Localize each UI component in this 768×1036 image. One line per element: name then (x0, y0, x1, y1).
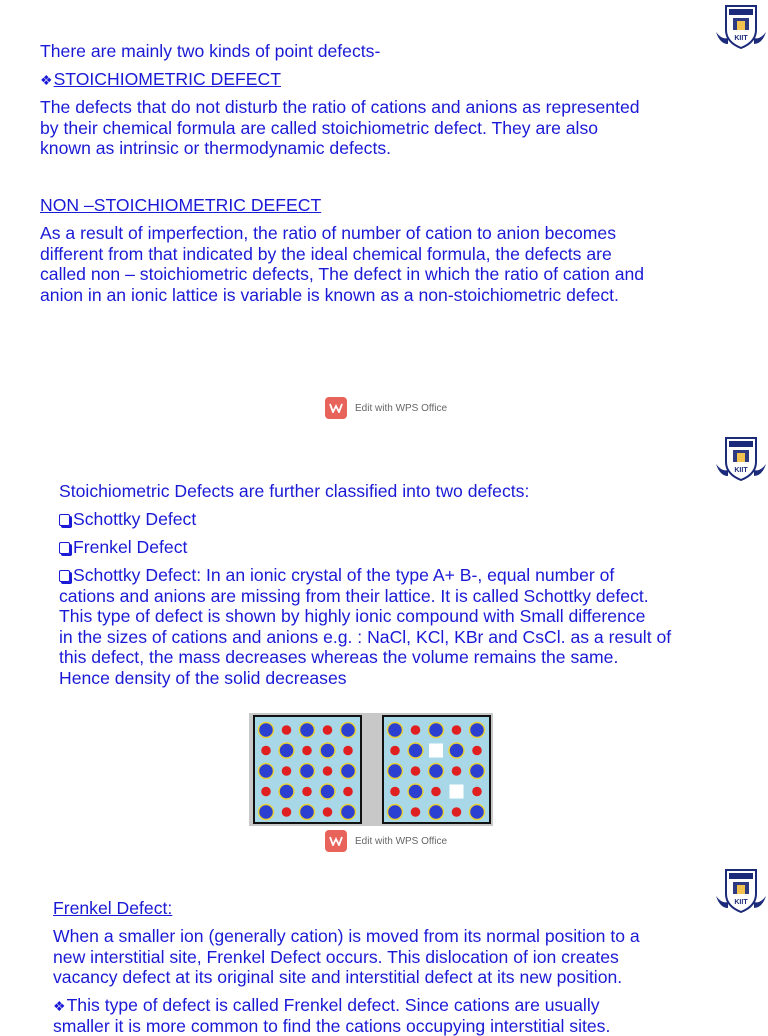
anion (259, 723, 274, 738)
frenkel-paragraph-line: When a smaller ion (generally cation) is moved from its normal position to a (53, 926, 640, 947)
anion (470, 723, 485, 738)
box-bullet-icon (59, 570, 70, 582)
wps-logo-icon (325, 397, 347, 419)
list-item-schottky (59, 509, 196, 530)
cation (452, 725, 462, 735)
frenkel-heading: Frenkel Defect: (53, 898, 172, 919)
cation (452, 766, 462, 776)
cation (302, 787, 312, 797)
vacancy-site (450, 785, 464, 799)
svg-text:KIIT: KIIT (734, 899, 748, 906)
cation (282, 725, 292, 735)
anion (470, 805, 485, 820)
cation (411, 725, 421, 735)
slide-2 (0, 430, 768, 858)
stoichiometric-heading (40, 69, 281, 91)
stoichiometric-line: The defects that do not disturb the ratio of cations and anions as represented (40, 97, 640, 118)
slide-3 (0, 858, 768, 1024)
anion (279, 784, 294, 799)
stoichiometric-heading-label: STOICHIOMETRIC DEFECT (54, 69, 281, 89)
cation (282, 807, 292, 817)
cation (323, 725, 333, 735)
frenkel-bullet-line: smaller it is more common to find the cations occupying interstitial sites. (53, 1016, 610, 1036)
anion (300, 723, 315, 738)
anion (429, 723, 444, 738)
box-bullet-icon (59, 542, 70, 554)
svg-text:KIIT: KIIT (734, 467, 748, 474)
anion (341, 805, 356, 820)
non-stoichiometric-line: called non – stoichiometric defects, The defect in which the ratio of cation and (40, 264, 644, 285)
cation (261, 787, 271, 797)
intro-text: There are mainly two kinds of point defects- (40, 41, 380, 62)
stoichiometric-line: known as intrinsic or thermodynamic defects. (40, 138, 391, 159)
non-stoichiometric-line: different from that indicated by the ideal chemical formula, the defects are (40, 244, 612, 265)
anion (388, 805, 403, 820)
cation (323, 766, 333, 776)
schottky-paragraph-line: in the sizes of cations and anions e.g. : NaCl, KCl, KBr and CsCl. as a result of (59, 627, 671, 648)
wps-watermark-text: Edit with WPS Office (355, 403, 447, 414)
list-item-frenkel (59, 537, 187, 558)
institute-crest-icon (714, 866, 768, 916)
wps-watermark-text: Edit with WPS Office (355, 836, 447, 847)
anion (429, 764, 444, 779)
anion (408, 743, 423, 758)
schottky-paragraph-line: cations and anions are missing from their lattice. It is called Schottky defect. (59, 586, 649, 607)
schottky-paragraph-line (59, 565, 614, 586)
schottky-lattice-diagram (249, 713, 493, 826)
cation (431, 787, 441, 797)
cation (261, 746, 271, 756)
box-bullet-icon (59, 514, 70, 526)
anion (408, 784, 423, 799)
anion (320, 743, 335, 758)
anion (259, 764, 274, 779)
slide-1 (0, 0, 768, 430)
wps-logo-icon (325, 830, 347, 852)
anion (259, 805, 274, 820)
anion (388, 723, 403, 738)
non-stoichiometric-line: As a result of imperfection, the ratio of number of cation to anion becomes (40, 223, 616, 244)
schottky-paragraph-line: This type of defect is shown by highly ionic compound with Small difference (59, 606, 645, 627)
frenkel-bullet-text: This type of defect is called Frenkel defect. Since cations are usually (67, 995, 600, 1015)
classification-intro: Stoichiometric Defects are further classified into two defects: (59, 481, 529, 502)
anion (320, 784, 335, 799)
cation (282, 766, 292, 776)
anion (449, 743, 464, 758)
non-stoichiometric-line: anion in an ionic lattice is variable is known as a non-stoichiometric defect. (40, 285, 619, 306)
svg-text:KIIT: KIIT (734, 35, 748, 42)
stoichiometric-line: by their chemical formula are called stoichiometric defect. They are also (40, 118, 598, 139)
wps-watermark (325, 829, 447, 853)
schottky-paragraph-text: Schottky Defect: In an ionic crystal of the type A+ B-, equal number of (73, 565, 614, 585)
anion (300, 805, 315, 820)
vacancy-site (429, 744, 443, 758)
non-stoichiometric-heading: NON –STOICHIOMETRIC DEFECT (40, 195, 321, 216)
schottky-paragraph-line: this defect, the mass decreases whereas the volume remains the same. (59, 647, 618, 668)
anion (388, 764, 403, 779)
list-item-label: Frenkel Defect (73, 537, 187, 557)
institute-crest-icon (714, 2, 768, 52)
list-item-label: Schottky Defect (73, 509, 196, 529)
cation (411, 807, 421, 817)
cation (323, 807, 333, 817)
schottky-paragraph-line: Hence density of the solid decreases (59, 668, 347, 689)
anion (300, 764, 315, 779)
institute-crest-icon (714, 434, 768, 484)
frenkel-paragraph-line: vacancy defect at its original site and interstitial defect at its new position. (53, 967, 622, 988)
frenkel-paragraph-line: new interstitial site, Frenkel Defect occurs. This dislocation of ion creates (53, 947, 619, 968)
anion (429, 805, 444, 820)
anion (470, 764, 485, 779)
cation (343, 746, 353, 756)
anion (279, 743, 294, 758)
cation (390, 787, 400, 797)
anion (341, 764, 356, 779)
anion (341, 723, 356, 738)
cation (302, 746, 312, 756)
cation (472, 787, 482, 797)
cation (411, 766, 421, 776)
cation (472, 746, 482, 756)
wps-watermark (325, 396, 447, 420)
diamond-bullet-icon: ❖ (53, 998, 66, 1014)
cation (390, 746, 400, 756)
diamond-bullet-icon: ❖ (40, 72, 53, 88)
cation (452, 807, 462, 817)
frenkel-bullet-line (53, 995, 600, 1017)
cation (343, 787, 353, 797)
